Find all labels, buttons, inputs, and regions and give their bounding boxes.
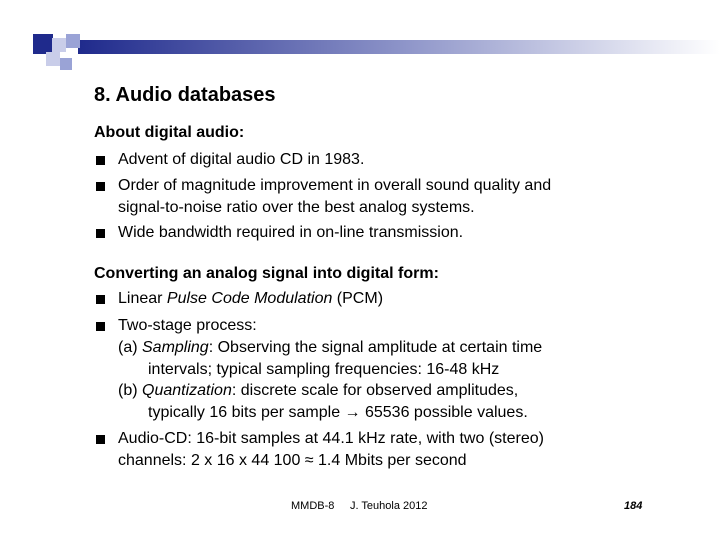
bullet-bandwidth: Wide bandwidth required in on-line transmission. bbox=[118, 224, 464, 241]
bullet-pcm: Linear Pulse Code Modulation (PCM) bbox=[118, 290, 384, 307]
approx-symbol: ≈ bbox=[304, 452, 314, 469]
bullet-marker bbox=[96, 322, 105, 331]
section-heading-conversion: Converting an analog signal into digital form: bbox=[94, 265, 439, 282]
bullet-marker bbox=[96, 435, 105, 444]
bullet-marker bbox=[96, 229, 105, 238]
bullet-audio-cd-line2: channels: 2 x 16 x 44 100 ≈ 1.4 Mbits per second bbox=[118, 452, 467, 469]
header-decoration bbox=[0, 0, 720, 80]
bullet-cd-advent: Advent of digital audio CD in 1983. bbox=[118, 151, 365, 168]
bullet-marker bbox=[96, 182, 105, 191]
bullet-two-stage-intro: Two-stage process: bbox=[118, 317, 257, 334]
deco-square-1 bbox=[33, 34, 53, 54]
page-number: 184 bbox=[624, 500, 643, 512]
footer-author: J. Teuhola 2012 bbox=[350, 500, 428, 512]
section-heading-digital-audio: About digital audio: bbox=[94, 124, 245, 141]
bullet-quality-line1: Order of magnitude improvement in overall sound quality and bbox=[118, 177, 552, 194]
arrow-symbol: → bbox=[344, 404, 361, 421]
bullet-quality-line2: signal-to-noise ratio over the best analog systems. bbox=[118, 199, 475, 216]
deco-square-5 bbox=[60, 58, 72, 70]
slide-title: 8. Audio databases bbox=[94, 84, 276, 106]
deco-square-3 bbox=[66, 34, 80, 48]
deco-square-2 bbox=[52, 38, 66, 52]
stage-b-continuation: typically 16 bits per sample → 65536 possible values. bbox=[148, 404, 528, 421]
stage-b-quantization: (b) Quantization: discrete scale for observed amplitudes, bbox=[118, 382, 519, 399]
bullet-audio-cd-line1: Audio-CD: 16-bit samples at 44.1 kHz rate, with two (stereo) bbox=[118, 430, 544, 447]
stage-a-continuation: intervals; typical sampling frequencies: 16-48 kHz bbox=[148, 361, 500, 378]
deco-square-4 bbox=[46, 52, 60, 66]
footer-course: MMDB-8 bbox=[291, 500, 335, 512]
bullet-marker bbox=[96, 295, 105, 304]
stage-a-sampling: (a) Sampling: Observing the signal amplitude at certain time bbox=[118, 339, 543, 356]
header-gradient-bar bbox=[78, 40, 720, 54]
bullet-marker bbox=[96, 156, 105, 165]
